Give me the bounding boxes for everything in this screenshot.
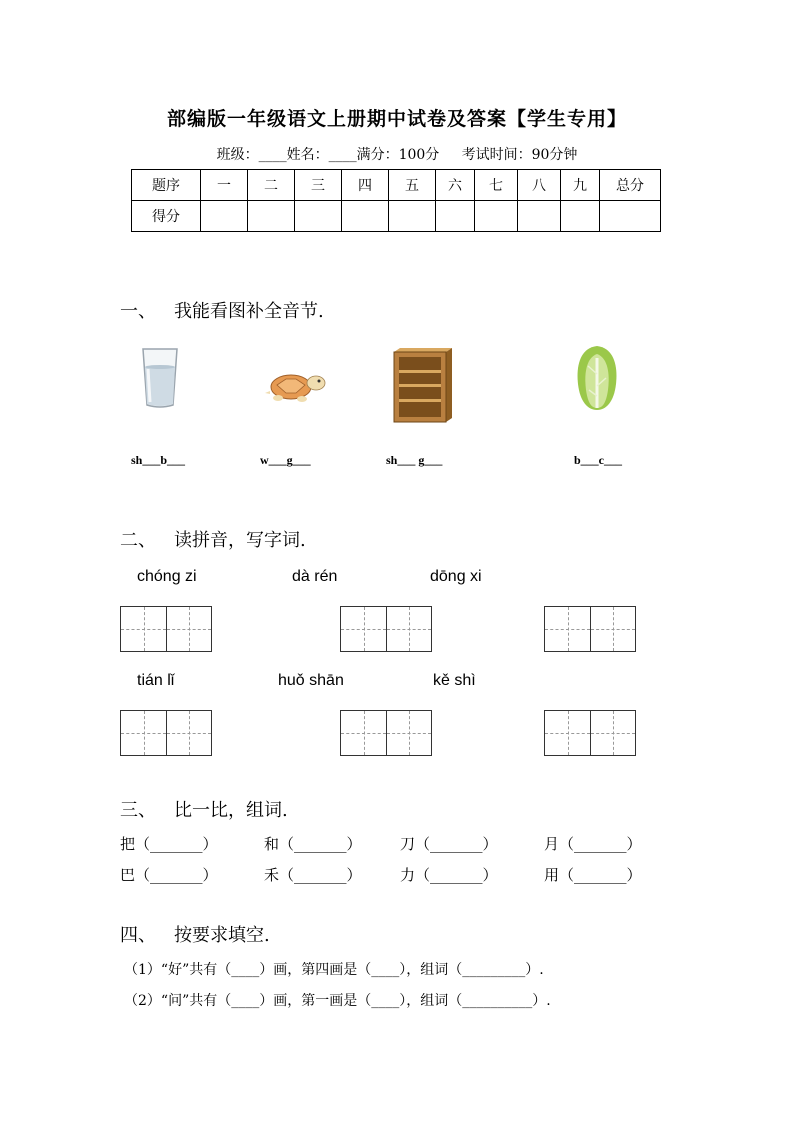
score-table xyxy=(131,169,661,232)
header-cell: 一 xyxy=(201,170,248,201)
syllable-blank-1[interactable]: sh___b___ xyxy=(131,453,186,467)
name-field: 姓名：____ xyxy=(286,147,357,163)
exam-info xyxy=(0,144,794,164)
header-cell: 五 xyxy=(389,170,436,201)
pinyin-label: tián lǐ xyxy=(137,672,175,689)
header-cell: 题序 xyxy=(132,170,201,201)
header-cell: 六 xyxy=(436,170,475,201)
score-cell[interactable] xyxy=(389,201,436,232)
section1-number: 一、 xyxy=(120,301,156,322)
word-item[interactable]: 和（_______） xyxy=(264,835,362,853)
row-label: 得分 xyxy=(132,201,201,232)
section2-text: 读拼音，写字词. xyxy=(174,530,306,551)
pinyin-label: dōng xi xyxy=(430,568,482,585)
header-cell: 九 xyxy=(561,170,600,201)
score-cell[interactable] xyxy=(295,201,342,232)
section1-text: 我能看图补全音节. xyxy=(174,301,324,322)
score-cell[interactable] xyxy=(600,201,661,232)
header-cell: 总分 xyxy=(600,170,661,201)
glass-of-water-icon xyxy=(140,347,180,409)
word-item[interactable]: 把（_______） xyxy=(120,835,218,853)
syllable-blank-2[interactable]: w___g___ xyxy=(260,453,311,467)
word-item[interactable]: 用（_______） xyxy=(544,866,642,884)
writing-grid[interactable] xyxy=(544,710,636,756)
exam-time: 考试时间：90分钟 xyxy=(461,147,578,163)
section4-text: 按要求填空. xyxy=(174,925,270,946)
score-cell[interactable] xyxy=(436,201,475,232)
writing-grid[interactable] xyxy=(120,710,212,756)
section2-number: 二、 xyxy=(120,530,156,551)
section1-title xyxy=(120,297,324,323)
header-cell: 二 xyxy=(248,170,295,201)
pinyin-label: kě shì xyxy=(433,672,476,689)
score-cell[interactable] xyxy=(518,201,561,232)
header-cell: 七 xyxy=(475,170,518,201)
score-cell[interactable] xyxy=(342,201,389,232)
section4-title xyxy=(120,921,270,947)
header-cell: 四 xyxy=(342,170,389,201)
page-title: 部编版一年级语文上册期中试卷及答案【学生专用】 xyxy=(166,108,627,130)
cabbage-icon xyxy=(574,344,620,412)
class-field: 班级：____ xyxy=(216,147,287,163)
pinyin-label: chóng zi xyxy=(137,568,197,585)
pinyin-label: dà rén xyxy=(292,568,338,585)
writing-grid[interactable] xyxy=(544,606,636,652)
section2-title xyxy=(120,526,306,552)
score-cell[interactable] xyxy=(201,201,248,232)
section3-text: 比一比，组词. xyxy=(174,800,288,821)
fill-line[interactable]: （1）“好”共有（____）画，第四画是（____），组词（_________）. xyxy=(124,962,544,978)
syllable-blank-4[interactable]: b___c___ xyxy=(574,453,622,467)
section4-number: 四、 xyxy=(120,925,156,946)
pinyin-label: huǒ shān xyxy=(278,672,344,689)
score-cell[interactable] xyxy=(248,201,295,232)
syllable-blank-3[interactable]: sh___ g___ xyxy=(386,453,443,467)
score-cell[interactable] xyxy=(475,201,518,232)
turtle-icon xyxy=(264,369,328,405)
word-item[interactable]: 刀（_______） xyxy=(400,835,498,853)
score-table-header-row xyxy=(132,170,661,201)
word-item[interactable]: 月（_______） xyxy=(544,835,642,853)
word-item[interactable]: 巴（_______） xyxy=(120,866,218,884)
fill-line[interactable]: （2）“问”共有（____）画，第一画是（____），组词（__________）. xyxy=(124,993,551,1009)
writing-grid[interactable] xyxy=(120,606,212,652)
score-cell[interactable] xyxy=(561,201,600,232)
score-table-score-row xyxy=(132,201,661,232)
word-item[interactable]: 禾（_______） xyxy=(264,866,362,884)
header-cell: 八 xyxy=(518,170,561,201)
writing-grid[interactable] xyxy=(340,710,432,756)
header-cell: 三 xyxy=(295,170,342,201)
section3-number: 三、 xyxy=(120,800,156,821)
writing-grid[interactable] xyxy=(340,606,432,652)
bookshelf-icon xyxy=(392,348,454,424)
word-item[interactable]: 力（_______） xyxy=(400,866,498,884)
section3-title xyxy=(120,796,288,822)
full-score: 满分：100分 xyxy=(356,147,440,163)
